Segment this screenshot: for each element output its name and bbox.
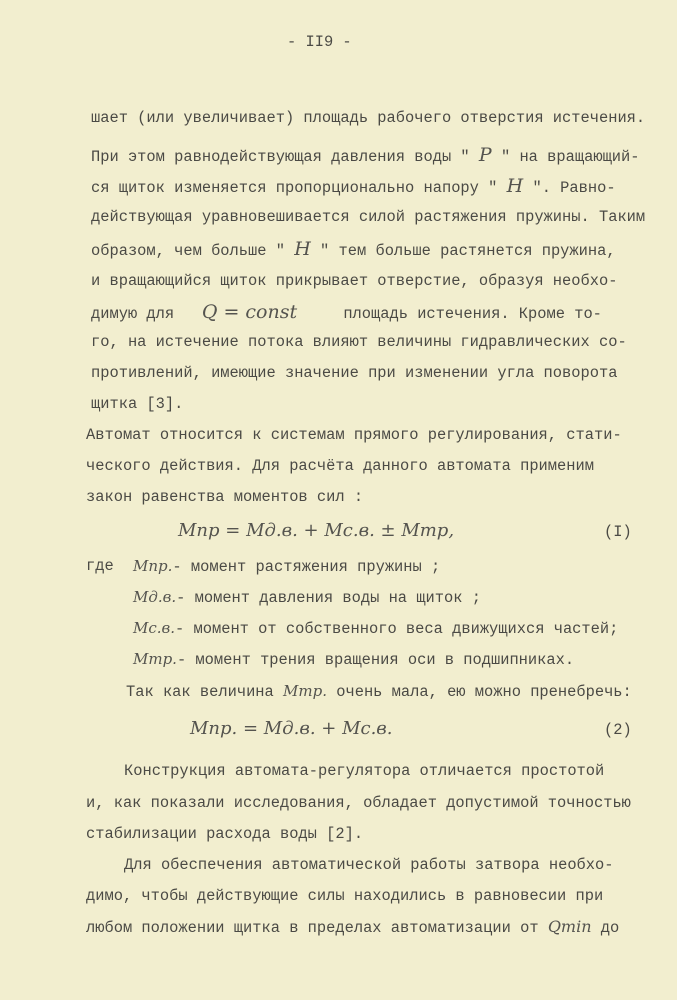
text-line: и, как показали исследования, обладает допустимой точностью: [86, 794, 631, 812]
text: " тем больше растянется пружина,: [320, 242, 616, 260]
text: очень мала, ею можно пренебречь:: [336, 683, 632, 701]
text: образом, чем больше ": [91, 242, 285, 260]
text-line: действующая уравновешивается силой растяжения пружины. Таким: [91, 208, 646, 226]
text: " на вращающий-: [500, 148, 640, 166]
symbol: Mтр.: [133, 650, 177, 668]
text-line: щитка [3].: [91, 395, 184, 413]
text: - момент трения вращения оси в подшипниках.: [176, 651, 575, 669]
text: до: [600, 919, 620, 937]
equation-1: Mпр = Mд.в. + Mс.в. ± Mтр,: [178, 520, 455, 541]
text-line: шает (или увеличивает) площадь рабочего отверстия истечения.: [91, 109, 646, 127]
text-line: Для обеспечения автоматической работы затвора необхо-: [124, 856, 614, 874]
text-line: го, на истечение потока влияют величины гидравлических со-: [91, 333, 627, 351]
text: ". Равно-: [532, 179, 616, 197]
text: При этом равнодействующая давления воды ": [91, 148, 470, 166]
text-line: Конструкция автомата-регулятора отличается простотой: [124, 762, 605, 780]
symbol: Mд.в.: [133, 588, 177, 606]
equation-2: Mпр. = Mд.в. + Mс.в.: [190, 718, 393, 739]
text: ся щиток изменяется пропорционально напору ": [91, 179, 498, 197]
text-line: противлений, имеющие значение при изменении угла поворота: [91, 364, 618, 382]
text: любом положении щитка в пределах автоматизации от: [86, 919, 539, 937]
text: - момент растяжения пружины ;: [172, 558, 441, 576]
formula-q-const: Q = const: [201, 301, 298, 323]
equation-number: (I): [604, 523, 632, 541]
text: площадь истечения. Кроме то-: [343, 305, 602, 323]
symbol: Mтр.: [283, 682, 327, 700]
symbol-qmin: Qmin: [547, 917, 592, 936]
text-line: стабилизации расхода воды [2].: [86, 825, 364, 843]
text: - момент от собственного веса движущихся частей;: [175, 620, 619, 638]
text-line: [91, 145, 640, 167]
symbol: Mпр.: [133, 557, 173, 575]
text-line: димо, чтобы действующие силы находились в равновесии при: [86, 887, 604, 905]
page-number: - II9 -: [287, 33, 352, 51]
text-line: ческого действия. Для расчёта данного автомата применим: [86, 457, 594, 475]
text: - момент давления воды на щиток ;: [176, 589, 481, 607]
text-line: закон равенства моментов сил :: [86, 488, 364, 506]
text-line: [91, 176, 616, 198]
text-line: [91, 302, 602, 324]
symbol: Mс.в.: [133, 619, 176, 637]
definition-line: [133, 649, 574, 670]
text: Так как величина: [126, 683, 274, 701]
text-line: [126, 681, 632, 702]
text-line: Автомат относится к системам прямого регулирования, стати-: [86, 426, 622, 444]
text: димую для: [91, 305, 175, 323]
text-line: [91, 239, 616, 261]
definition-line: [133, 618, 618, 639]
equation-number: (2): [604, 721, 632, 739]
definition-line: [133, 587, 481, 608]
symbol-h: H: [506, 175, 524, 197]
text: где: [86, 557, 114, 575]
symbol-h: H: [294, 238, 311, 260]
text-line: и вращающийся щиток прикрывает отверстие, образуя необхо-: [91, 272, 618, 290]
symbol-p: P: [478, 144, 492, 166]
text-line: [86, 917, 619, 938]
definition-line: [133, 556, 440, 577]
